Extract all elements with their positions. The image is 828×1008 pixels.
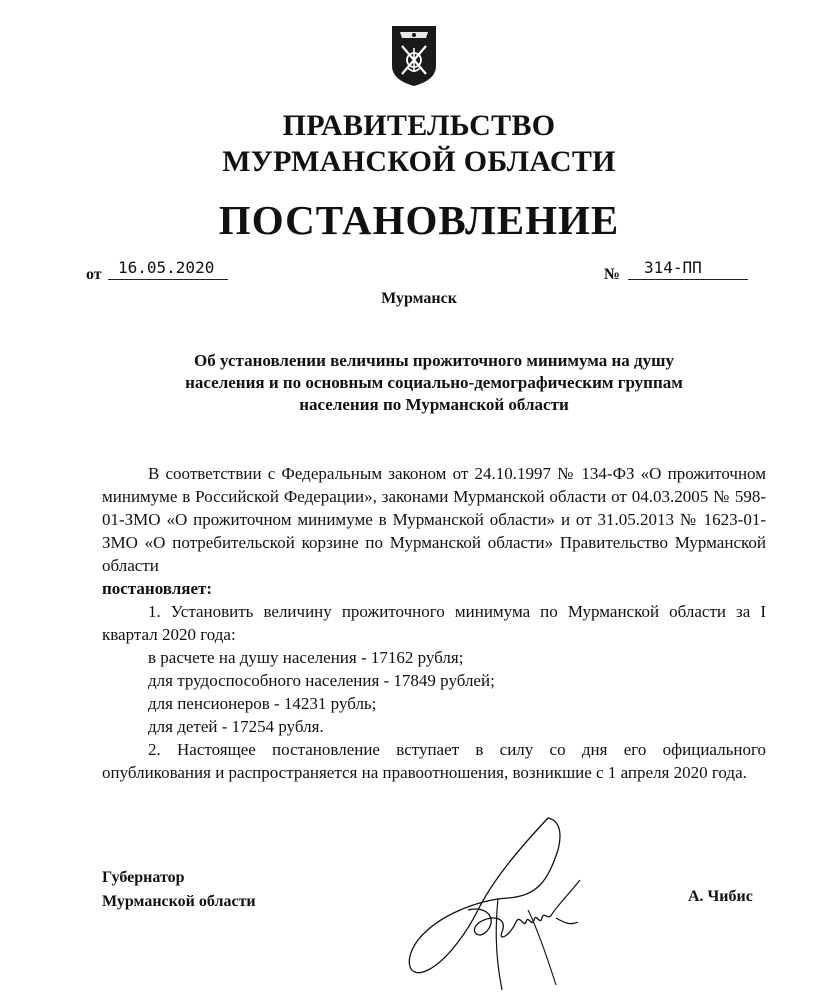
- signatory-position-line-1: Губернатор: [102, 869, 185, 886]
- value-pensioners: для пенсионеров - 14231 рубль;: [148, 694, 377, 713]
- resolves-word: постановляет:: [102, 579, 213, 598]
- date-value: 16.05.2020: [108, 258, 228, 280]
- item-1-paragraph: 1. Установить величину прожиточного минимума по Мурманской области за I квартал 2020 года:: [102, 602, 766, 644]
- value-working-age: для трудоспособного населения - 17849 рублей;: [148, 671, 495, 690]
- signatory-position-line-2: Мурманской области: [102, 893, 256, 910]
- subject-line-2: населения и по основным социально-демографическим группам: [185, 373, 683, 392]
- government-title: [0, 108, 828, 180]
- item-2-paragraph: 2. Настоящее постановление вступает в силу со дня его официального опубликования и распространяется на правоотношения, возникшие с 1 апреля 2020 года.: [102, 740, 766, 782]
- handwritten-signature: [398, 810, 618, 1000]
- subject-line-3: населения по Мурманской области: [299, 395, 569, 414]
- murmansk-coat-of-arms-icon: [390, 22, 438, 88]
- preamble-text: В соответствии с Федеральным законом от 24.10.1997 № 134-ФЗ «О прожиточном минимуме в Российской Федерации», законами Мурманской области от 04.03.2005 № 598-01-ЗМО «О прожиточном минимуме в Мурманской области» и от 31.05.2013 № 1623-01-ЗМО «О потребительской корзине по Мурманской области» Правительство Мурманской области: [102, 464, 766, 575]
- government-line-1: ПРАВИТЕЛЬСТВО: [282, 109, 556, 142]
- number-field: [604, 258, 764, 286]
- document-subject: [130, 350, 738, 416]
- subject-line-1: Об установлении величины прожиточного минимума на душу: [194, 351, 674, 370]
- number-label: №: [604, 266, 621, 283]
- document-type-heading: ПОСТАНОВЛЕНИЕ: [218, 197, 620, 243]
- value-per-capita: в расчете на душу населения - 17162 рубля;: [148, 648, 464, 667]
- document-body: [102, 462, 766, 784]
- city-name: Мурманск: [381, 290, 457, 307]
- date-label: от: [86, 266, 102, 283]
- value-children: для детей - 17254 рубля.: [148, 717, 324, 736]
- signatory-position: [102, 866, 256, 914]
- preamble-paragraph: [102, 462, 766, 577]
- signatory-name: А. Чибис: [688, 888, 753, 905]
- government-line-2: МУРМАНСКОЙ ОБЛАСТИ: [222, 145, 616, 178]
- number-value: 314-ПП: [628, 258, 748, 280]
- date-field: [86, 258, 246, 286]
